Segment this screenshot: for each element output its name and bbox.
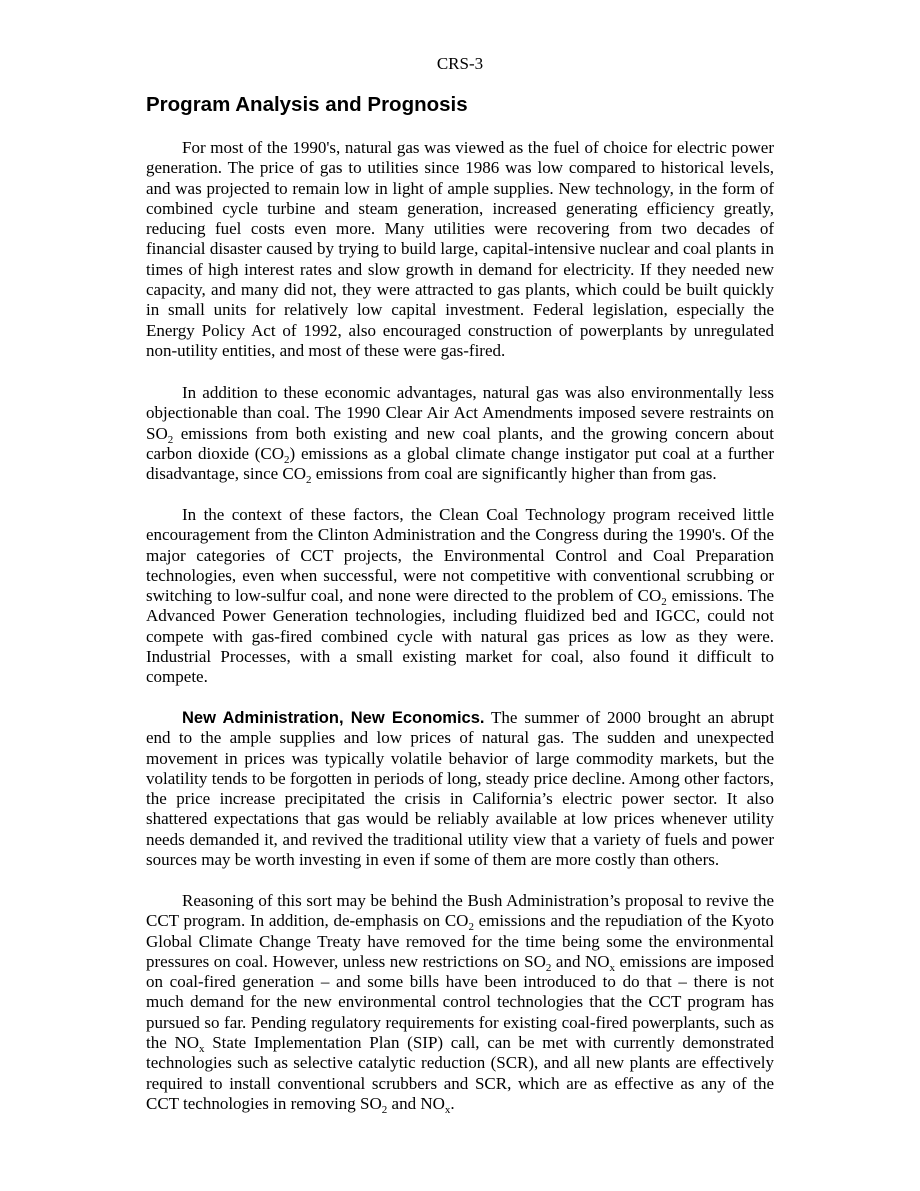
text-run: emissions are imposed on coal-fired generation – and some bills have been introduced to do that – there is not much demand for the new environmental control technologies that the CCT program has pursued so far. Pending regulatory requirements for existing coal-fired powerplants, such as the NO — [146, 951, 775, 1053]
text-run: . — [450, 1093, 455, 1113]
paragraph-bush-proposal — [146, 891, 774, 1114]
paragraph-text — [146, 383, 774, 487]
text-run: In the context of these factors, the Clean Coal Technology program received little encouragement from the Clinton Administration and the Congress during the 1990's. Of the major categories of CCT projects, the Environmental Control and Coal Preparation technologies, even when successful, were not competitive with conventional scrubbing or switching to low-sulfur coal, and none were directed to the problem of CO — [146, 505, 774, 606]
paragraph-environmental-advantages — [146, 383, 774, 487]
paragraph-text — [146, 891, 774, 1114]
subscript: 2 — [468, 921, 474, 934]
subscript: x — [609, 961, 616, 974]
paragraph-new-administration — [146, 708, 774, 870]
paragraph-cct-context — [146, 505, 774, 688]
subscript: x — [199, 1043, 205, 1056]
text-run: and NO — [551, 951, 610, 971]
paragraph-text — [146, 505, 774, 688]
text-run: and NO — [387, 1093, 445, 1113]
subscript: 2 — [381, 1103, 388, 1116]
paragraph-text: For most of the 1990's, natural gas was viewed as the fuel of choice for electric power generation. The price of gas to utilities since 1986 was low compared to historical levels, and was projected to remain low in light of ample supplies. New technology, in the form of combined cycle turbine and steam generation, increased generating efficiency greatly, reducing fuel costs even more. Many utilities were recovering from two decades of financial disaster caused by trying to build large, capital-intensive nuclear and coal plants in times of high interest rates and slow growth in demand for electricity. If they needed new capacity, and many did not, they were attracted to gas plants, which could be built quickly in small units for relatively low capital investment. Federal legislation, especially the Energy Policy Act of 1992, also encouraged construction of powerplants by unregulated non-utility entities, and most of these were gas-fired. — [146, 138, 774, 360]
text-run: ) emissions as a global climate change instigator put coal at a further disadvantage, since CO — [146, 443, 774, 484]
subscript: 2 — [284, 453, 290, 466]
subscript: 2 — [545, 961, 552, 974]
subscript: 2 — [661, 596, 667, 609]
text-run: Reasoning of this sort may be behind the Bush Administration’s proposal to revive the CCT program. In addition, de-emphasis on CO — [146, 891, 774, 931]
text-run: emissions from coal are significantly higher than from gas. — [311, 464, 717, 484]
subscript: x — [444, 1103, 451, 1116]
text-run: State Implementation Plan (SIP) call, can be met with currently demonstrated technologies such as selective catalytic reduction (SCR), and all new plants are effectively required to install conventional scrubbers and SCR, which are as effective as any of the CCT technologies in removing SO — [146, 1033, 775, 1113]
page-number: CRS-3 — [436, 54, 484, 73]
paragraph-gas-fuel-of-choice — [146, 138, 774, 361]
subscript: 2 — [306, 474, 312, 487]
text-run: emissions and the repudiation of the Kyoto Global Climate Change Treaty have removed for the time being some the environmental pressures on coal. However, unless new restrictions on SO — [146, 911, 775, 971]
section-heading: Program Analysis and Prognosis — [146, 93, 468, 116]
paragraph-text — [146, 708, 774, 870]
text-run: The summer of 2000 brought an abrupt end to the ample supplies and low prices of natural gas. The sudden and unexpected movement in prices was typically volatile behavior of large commodity markets, but the volatility tends to be forgotten in periods of long, steady price decline. Among other factors, the price increase precipitated the crisis in California’s electric power sector. It also shattered expectations that gas would be reliably available at low prices whenever utility needs demanded it, and revived the traditional utility view that a variety of fuels and power sources may be worth investing in even if some of them are more costly than others. — [146, 708, 774, 870]
text-run: emissions. The Advanced Power Generation technologies, including fluidized bed and IGCC, could not compete with gas-fired combined cycle with natural gas prices as low as they were. Industrial Processes, with a small existing market for coal, also found it difficult to compete. — [146, 586, 774, 687]
subscript: 2 — [167, 433, 174, 446]
text-run: In addition to these economic advantages, natural gas was also environmentally less objectionable than coal. The 1990 Clear Air Act Amendments imposed severe restraints on SO — [146, 383, 774, 443]
run-in-heading: New Administration, New Economics. — [182, 709, 485, 727]
text-run: emissions from both existing and new coal plants, and the growing concern about carbon dioxide (CO — [146, 423, 774, 463]
